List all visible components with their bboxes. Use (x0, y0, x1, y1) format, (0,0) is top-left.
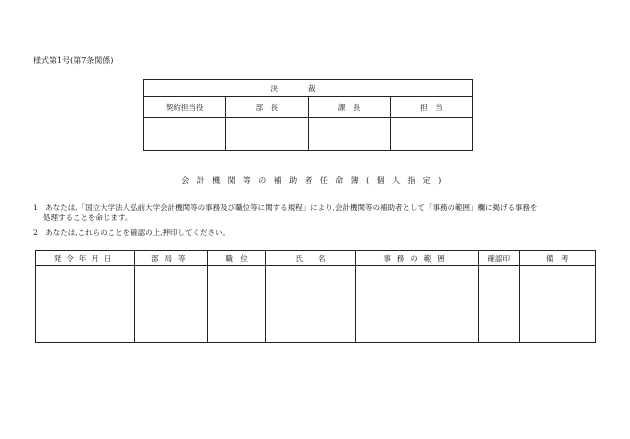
approval-stamp-cell[interactable] (144, 118, 226, 151)
document-title: 会計機関等の補助者任命簿(個人指定) (181, 176, 449, 185)
form-number-label: 様式第1号(第7条関係) (33, 56, 114, 65)
approval-role-section-chief: 課 長 (308, 97, 390, 118)
approval-stamp-cell[interactable] (226, 118, 308, 151)
approval-header: 決裁 (144, 80, 473, 97)
roster-cell[interactable] (519, 266, 595, 343)
roster-cell[interactable] (265, 266, 355, 343)
approval-role-contract-officer: 契約担当役 (144, 97, 226, 118)
roster-cell[interactable] (478, 266, 519, 343)
roster-cell[interactable] (208, 266, 266, 343)
note-1: 1 あなたは,「国立大学法人弘前大学会計機関等の事務及び職位等に関する規程」により,会計機関等の補助者として「事務の範囲」欄に掲げる事務を (33, 203, 538, 212)
roster-cell[interactable] (135, 266, 208, 343)
note-2: 2 あなたは,これらのことを確認の上,押印してください。 (33, 228, 231, 237)
approval-stamp-cell[interactable] (390, 118, 472, 151)
roster-cell[interactable] (36, 266, 135, 343)
note-1-continuation: 処理することを命じます。 (43, 213, 133, 222)
roster-cell[interactable] (356, 266, 479, 343)
approval-stamp-cell[interactable] (308, 118, 390, 151)
column-department: 部局等 (135, 251, 208, 266)
column-scope-of-duties: 事務の範囲 (356, 251, 479, 266)
appointment-roster-table (35, 250, 596, 343)
approval-role-staff: 担 当 (390, 97, 472, 118)
approval-role-director: 部 長 (226, 97, 308, 118)
column-name: 氏 名 (265, 251, 355, 266)
column-confirmation-seal: 確認印 (478, 251, 519, 266)
approval-table (143, 79, 473, 151)
column-remarks: 備 考 (519, 251, 595, 266)
column-appointment-date: 発令年月日 (36, 251, 135, 266)
column-position: 職 位 (208, 251, 266, 266)
